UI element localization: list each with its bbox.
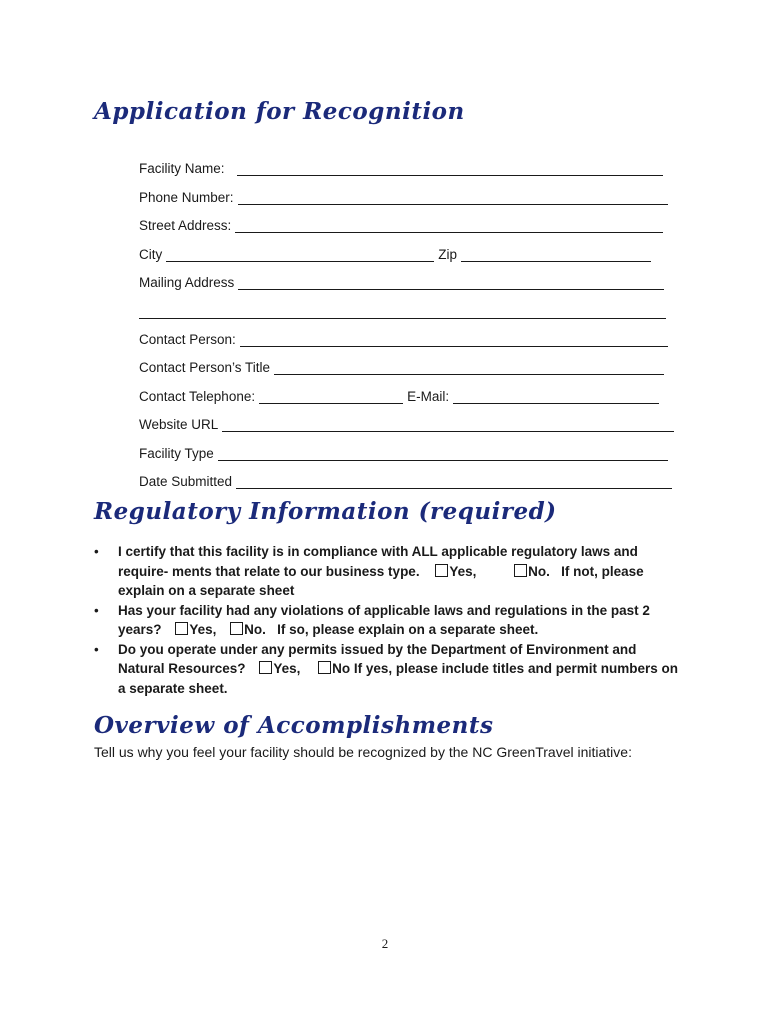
facility-name-label: Facility Name: (139, 161, 225, 176)
section-heading-overview: Overview of Accomplishments (94, 712, 494, 739)
question-3-instruction: If yes, please include titles and permit numbers on a separate sheet. (118, 661, 678, 696)
zip-label: Zip (438, 247, 458, 262)
phone-number-blank[interactable] (238, 190, 668, 205)
website-url-field (139, 412, 674, 432)
question-1-text: I certify that this facility is in compliance with ALL applicable regulatory laws and require- ments that relate to our business type. (118, 544, 638, 579)
q3-yes-checkbox[interactable] (259, 661, 272, 674)
contact-person-field (139, 327, 668, 347)
phone-number-field (139, 185, 668, 205)
facility-name-field (139, 156, 663, 176)
contact-title-blank[interactable] (274, 360, 664, 375)
facility-name-blank[interactable] (237, 161, 663, 176)
question-2-text: Has your facility had any violations of applicable laws and regulations in the past 2 years? (118, 602, 650, 637)
page-number: 2 (381, 936, 389, 951)
q2-no-label: No. (244, 622, 266, 637)
website-url-blank[interactable] (222, 417, 674, 432)
city-blank[interactable] (166, 247, 434, 262)
date-submitted-label: Date Submitted (139, 474, 233, 489)
email-blank[interactable] (453, 389, 659, 404)
mailing-address-label: Mailing Address (139, 275, 235, 290)
mailing-address-blank-2[interactable] (139, 304, 666, 319)
bullet-icon: • (94, 544, 99, 559)
contact-person-label: Contact Person: (139, 332, 236, 347)
q2-yes-label: Yes, (189, 622, 217, 637)
regulatory-question-3 (94, 640, 684, 699)
mailing-address-line2 (139, 299, 666, 319)
regulatory-question-1 (94, 542, 684, 601)
q3-no-label: No (332, 661, 351, 676)
q1-no-checkbox[interactable] (514, 564, 527, 577)
section-heading-regulatory: Regulatory Information (required) (94, 498, 557, 525)
facility-type-blank[interactable] (218, 446, 668, 461)
city-label: City (139, 247, 163, 262)
date-submitted-field (139, 469, 672, 489)
bullet-icon: • (94, 641, 99, 657)
zip-blank[interactable] (461, 247, 651, 262)
q1-yes-checkbox[interactable] (435, 564, 448, 577)
regulatory-question-2 (94, 601, 684, 640)
question-3-text: Do you operate under any permits issued by the Department of Environment and Natural Resources? (118, 641, 637, 676)
facility-type-field (139, 441, 668, 461)
contact-title-field (139, 355, 664, 375)
city-zip-field (139, 242, 651, 262)
q1-no-label: No. (528, 563, 550, 579)
date-submitted-blank[interactable] (236, 474, 672, 489)
q2-no-checkbox[interactable] (230, 622, 243, 635)
q1-yes-label: Yes, (449, 563, 477, 579)
street-address-field (139, 213, 663, 233)
q3-yes-label: Yes, (273, 661, 301, 676)
contact-telephone-blank[interactable] (259, 389, 403, 404)
street-address-label: Street Address: (139, 218, 232, 233)
question-2-instruction: If so, please explain on a separate sheet. (277, 622, 539, 637)
contact-telephone-email-field (139, 384, 659, 404)
street-address-blank[interactable] (235, 218, 663, 233)
email-label: E-Mail: (407, 389, 450, 404)
section-heading-application: Application for Recognition (94, 98, 465, 125)
mailing-address-blank[interactable] (238, 275, 664, 290)
contact-person-blank[interactable] (240, 332, 668, 347)
contact-title-label: Contact Person’s Title (139, 360, 271, 375)
bullet-icon: • (94, 602, 99, 618)
q3-no-checkbox[interactable] (318, 661, 331, 674)
mailing-address-field (139, 270, 664, 290)
facility-type-label: Facility Type (139, 446, 214, 461)
question-1-instruction: If not, please explain on a separate sheet (118, 563, 644, 598)
phone-number-label: Phone Number: (139, 190, 234, 205)
regulatory-questions (94, 542, 684, 698)
q2-yes-checkbox[interactable] (175, 622, 188, 635)
website-url-label: Website URL (139, 417, 219, 432)
contact-telephone-label: Contact Telephone: (139, 389, 256, 404)
overview-prompt: Tell us why you feel your facility should be recognized by the NC GreenTravel initiative: (94, 744, 632, 760)
